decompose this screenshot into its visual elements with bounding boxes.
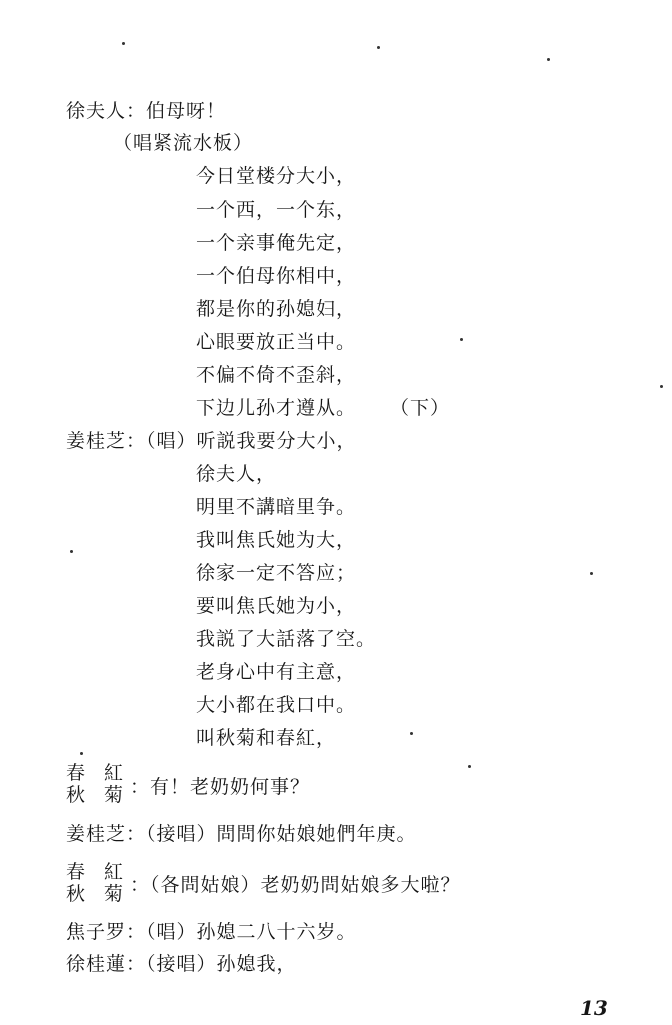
print-speck (460, 338, 463, 341)
print-speck (70, 550, 73, 553)
print-speck (468, 765, 471, 768)
speaker-pair (66, 861, 123, 905)
print-speck (80, 752, 83, 755)
verse-line: 心眼要放正当中。 (196, 331, 357, 353)
verse-line: 我叫焦氏她为大， (196, 529, 357, 551)
dialogue-line: 徐桂蓮：（接唱）孙媳我， (66, 953, 297, 975)
verse-line: 大小都在我口中。 (196, 694, 357, 716)
verse-line: 我説了大話落了空。 (196, 628, 377, 650)
verse-line: 要叫焦氏她为小， (196, 595, 357, 617)
print-speck (590, 572, 593, 575)
speaker-pair (66, 762, 123, 806)
stage-direction: （下） (390, 397, 451, 419)
verse-line: 叫秋菊和春紅， (196, 727, 337, 749)
dialogue-line: ：有！老奶奶何事？ (130, 776, 311, 798)
verse-line: 下边儿孙才遵从。 (196, 397, 357, 419)
verse-line: 一个亲事俺先定， (196, 232, 357, 254)
verse-line: 明里不講暗里争。 (196, 496, 357, 518)
print-speck (547, 58, 550, 61)
dialogue-line: ：（各問姑娘）老奶奶問姑娘多大啦？ (130, 874, 461, 896)
verse-line: 老身心中有主意， (196, 661, 357, 683)
speaker-name: 秋 菊 (66, 883, 124, 905)
dialogue-line: 徐夫人：伯母呀！ (66, 100, 227, 122)
verse-line: 徐家一定不答应； (196, 562, 357, 584)
print-speck (660, 385, 663, 388)
verse-line: 一个伯母你相中， (196, 265, 357, 287)
verse-line: 今日堂楼分大小， (196, 165, 357, 187)
dialogue-line: 姜桂芝：（接唱）問問你姑娘她們年庚。 (66, 823, 417, 845)
verse-line: 一个西，一个东， (196, 199, 357, 221)
verse-line: 徐夫人， (196, 463, 277, 485)
print-speck (377, 46, 380, 49)
page-number: 13 (580, 996, 608, 1020)
print-speck (122, 42, 125, 45)
stage-direction: （唱紧流水板） (113, 132, 254, 154)
dialogue-line: 焦子罗：（唱）孙媳二八十六岁。 (66, 921, 357, 943)
speaker-name: 春 紅 (66, 762, 124, 784)
dialogue-line: 姜桂芝：（唱）听説我要分大小， (66, 430, 357, 452)
verse-line: 不偏不倚不歪斜， (196, 364, 357, 386)
verse-line: 都是你的孙媳妇， (196, 298, 357, 320)
speaker-name: 春 紅 (66, 861, 124, 883)
speaker-name: 秋 菊 (66, 784, 124, 806)
print-speck (410, 732, 413, 735)
